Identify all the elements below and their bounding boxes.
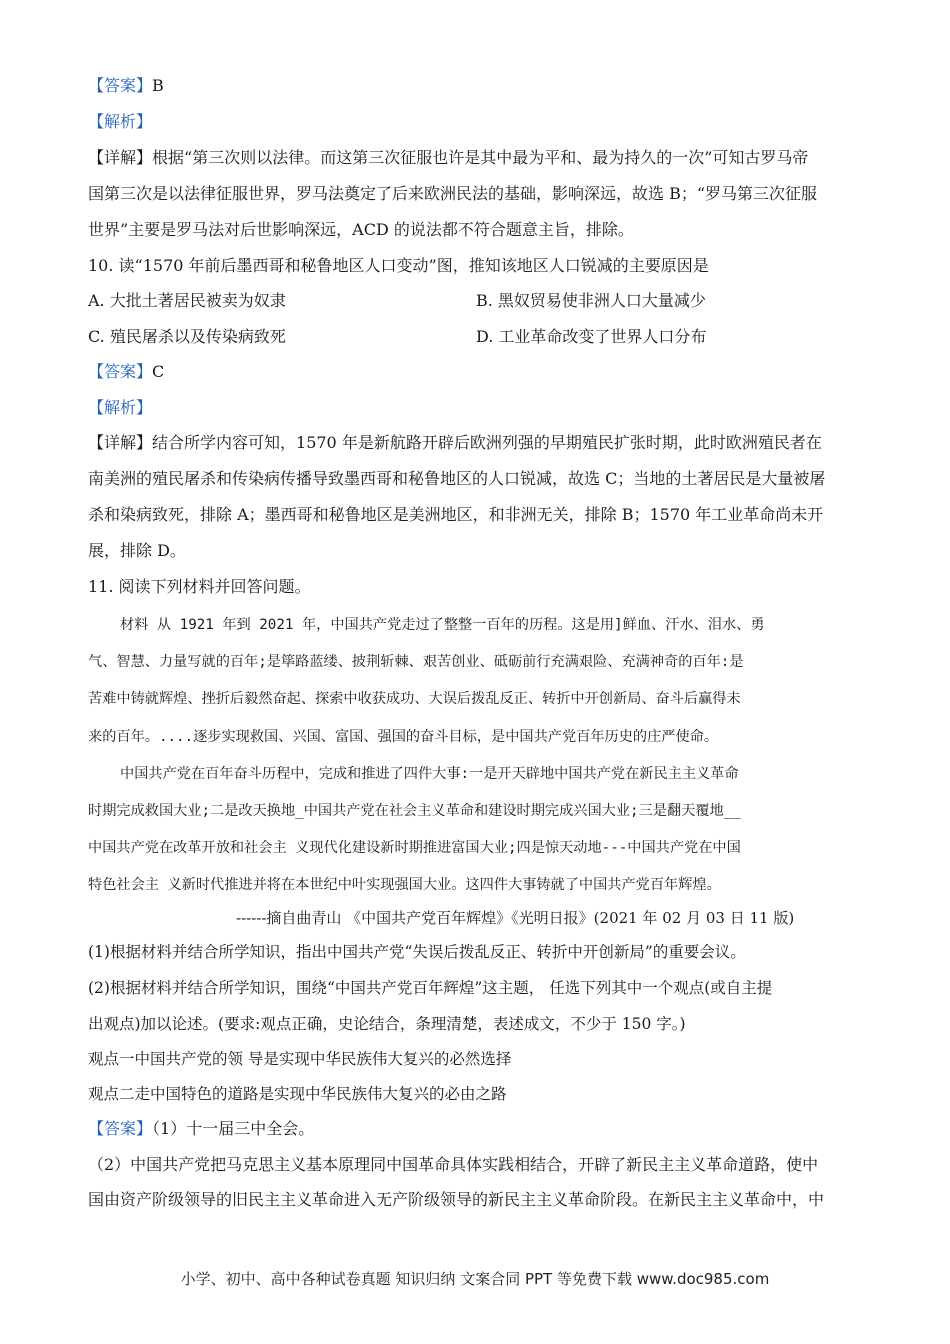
q9-detail-line-1 [88, 147, 808, 169]
q11-material-line-3: 苦难中铸就辉煌、挫折后毅然奋起、探索中收获成功、大误后拨乱反正、转折中开创新局、奋斗后赢得未 [88, 691, 741, 707]
q10-answer [88, 361, 164, 383]
q11-material-line-4: 来的百年。....逐步实现救国、兴国、富国、强国的奋斗目标，是中国共产党百年历史的庄严使命。 [88, 729, 719, 745]
answer-tag: 【答案】 [88, 1119, 153, 1138]
q10-option-a: A. 大批土著居民被卖为奴隶 [88, 291, 286, 310]
q11-viewpoint-1: 观点一中国共产党的领 导是实现中华民族伟大复兴的必然选择 [88, 1050, 512, 1068]
q10-stem: 10. 读“1570 年前后墨西哥和秘鲁地区人口变动”图，推知该地区人口锐减的主要原因是 [88, 256, 709, 275]
q11-viewpoint-2: 观点二走中国特色的道路是实现中华民族伟大复兴的必由之路 [88, 1085, 507, 1103]
q11-material-line-7: 中国共产党在改革开放和社会主 义现代化建设新时期推进富国大业;四是惊天动地---中国共产党在中国 [88, 840, 741, 856]
answer-tag: 【答案】 [88, 362, 153, 381]
detail-tag: 【详解】 [88, 433, 153, 452]
answer-value: C [152, 362, 165, 381]
q10-detail-line-1 [88, 432, 822, 454]
answer-value: B [152, 76, 164, 95]
answer-tag: 【答案】 [88, 76, 153, 95]
q11-answer-line-2: （2）中国共产党把马克思主义基本原理同中国革命具体实践相结合，开辟了新民主主义革命道路，使中 [88, 1155, 819, 1174]
q9-detail-line-3: 世界”主要是罗马法对后世影响深远，ACD 的说法都不符合题意主旨，排除。 [88, 220, 634, 239]
page-footer: 小学、初中、高中各种试卷真题 知识归纳 文案合同 PPT 等免费下载 www.doc985.com [180, 1270, 770, 1288]
q11-subquestion-1: (1)根据材料并结合所学知识，指出中国共产党“失误后拨乱反正、转折中开创新局”的重要会议。 [88, 943, 746, 961]
q11-answer-line-3: 国由资产阶级领导的旧民主主义革命进入无产阶级领导的新民主主义革命阶段。在新民主主义革命中，中 [88, 1190, 825, 1209]
q11-material-line-1: 材料 从 1921 年到 2021 年，中国共产党走过了整整一百年的历程。这是用]鲜血、汗水、泪水、勇 [120, 617, 765, 633]
q10-option-b: B. 黑奴贸易使非洲人口大量减少 [476, 291, 706, 310]
detail-text: 根据“第三次则以法律。而这第三次征服也许是其中最为平和、最为持久的一次”可知古罗马帝 [152, 148, 809, 167]
q11-material-line-2: 气、智慧、力量写就的百年;是筚路蓝缕、披荆斩棘、艰苦创业、砥砺前行充满艰险、充满神奇的百年:是 [88, 654, 744, 670]
q10-option-c: C. 殖民屠杀以及传染病致死 [88, 327, 286, 346]
q10-detail-line-3: 杀和染病致死，排除 A；墨西哥和秘鲁地区是美洲地区，和非洲无关，排除 B；1570 年工业革命尚未开 [88, 505, 824, 524]
q10-detail-line-4: 展，排除 D。 [88, 541, 186, 560]
q10-option-d: D. 工业革命改变了世界人口分布 [476, 327, 707, 346]
q11-stem: 11. 阅读下列材料并回答问题。 [88, 577, 311, 596]
q11-subquestion-2-line-2: 出观点)加以论述。(要求:观点正确，史论结合，条理清楚，表述成文，不少于 150 字。) [88, 1015, 686, 1033]
q11-answer-line-1 [88, 1118, 314, 1140]
q11-source: ------摘自曲青山 《中国共产党百年辉煌》《光明日报》(2021 年 02 月 03 日 11 版) [236, 909, 795, 927]
q11-material-line-6: 时期完成救国大业;二是改天换地_中国共产党在社会主义革命和建设时期完成兴国大业;三是翻天覆地__ [88, 803, 741, 819]
q11-subquestion-2-line-1: (2)根据材料并结合所学知识，围绕“中国共产党百年辉煌”这主题， 任选下列其中一个观点(或自主提 [88, 979, 773, 997]
q9-detail-line-2: 国第三次是以法律征服世界，罗马法奠定了后来欧洲民法的基础，影响深远，故选 B；“罗马第三次征服 [88, 184, 818, 203]
q9-analysis-tag: 【解析】 [88, 112, 153, 131]
q10-analysis-tag: 【解析】 [88, 398, 153, 417]
q11-material-line-8: 特色社会主 义新时代推进并将在本世纪中叶实现强国大业。这四件大事铸就了中国共产党百年辉煌。 [88, 877, 721, 893]
q11-material-line-5: 中国共产党在百年奋斗历程中，完成和推进了四件大事:一是开天辟地中国共产党在新民主主义革命 [120, 766, 739, 782]
detail-text: 结合所学内容可知，1570 年是新航路开辟后欧洲列强的早期殖民扩张时期，此时欧洲殖民者在 [152, 433, 822, 452]
detail-tag: 【详解】 [88, 148, 153, 167]
q10-detail-line-2: 南美洲的殖民屠杀和传染病传播导致墨西哥和秘鲁地区的人口锐减，故选 C；当地的土著居民是大量被屠 [88, 469, 826, 488]
q9-answer [88, 75, 164, 97]
answer-text: （1）十一届三中全会。 [152, 1119, 315, 1138]
